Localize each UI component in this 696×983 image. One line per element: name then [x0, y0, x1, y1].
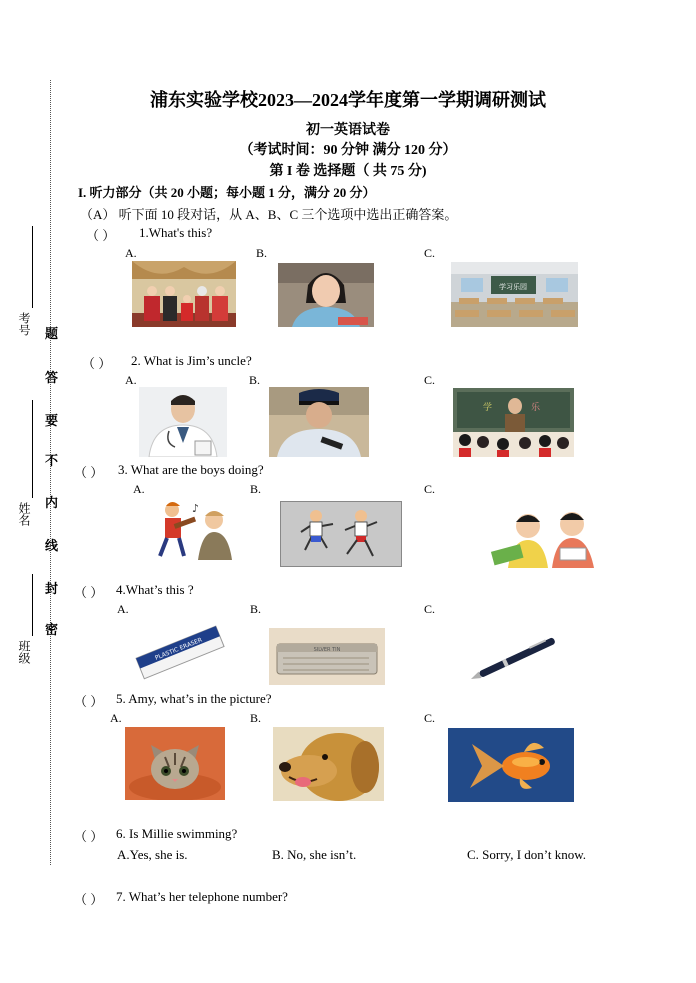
option-label: C. [424, 373, 436, 387]
option-label: C. [424, 246, 436, 260]
option-label: B. [250, 602, 262, 616]
option-label: C. [424, 602, 436, 616]
answer-bracket[interactable]: （ ） [74, 465, 104, 480]
boys-singing-image[interactable] [150, 498, 242, 560]
answer-bracket[interactable]: （ ） [74, 829, 104, 844]
girl-portrait-image[interactable] [278, 263, 374, 327]
eraser-image[interactable] [128, 620, 228, 680]
seal-char: 题 [45, 327, 59, 342]
answer-bracket[interactable]: （ ） [74, 892, 104, 907]
question-text: 4.What’s this ? [116, 582, 194, 597]
seal-char: 密 [45, 623, 59, 638]
option-label: C. [424, 482, 436, 496]
svg-text:♪: ♪ [192, 502, 200, 515]
question-text: 7. What’s her telephone number? [116, 889, 288, 904]
option-text[interactable]: B. No, she isn’t. [272, 847, 357, 862]
pencil-case-image[interactable] [269, 628, 385, 685]
option-label: B. [249, 373, 261, 387]
policeman-image[interactable] [269, 387, 369, 457]
class-label: 班级 [17, 640, 31, 664]
seal-char: 内 [45, 496, 59, 511]
name-label: 姓名 [17, 502, 31, 526]
answer-bracket[interactable]: （ ） [82, 356, 112, 371]
goldfish-image[interactable] [448, 728, 574, 802]
seal-char: 线 [45, 539, 59, 554]
pen-image[interactable] [462, 628, 572, 686]
option-label: A. [125, 373, 137, 387]
boys-reading-image[interactable] [486, 508, 604, 568]
svg-text:学: 学 [483, 403, 493, 413]
question-text: 1.What's this? [139, 225, 213, 240]
part-title: 第 I 卷 选择题（ 共 75 分) [269, 164, 427, 179]
classroom-image[interactable] [451, 262, 578, 327]
teacher-image[interactable] [453, 388, 574, 457]
seal-char: 封 [45, 582, 59, 597]
family-photo-image[interactable] [132, 261, 236, 327]
class-blank[interactable] [32, 574, 33, 636]
boys-running-image[interactable] [280, 501, 402, 567]
question-text: 6. Is Millie swimming? [116, 826, 238, 841]
option-label: A. [110, 711, 122, 725]
section-instruction: （A） 听下面 10 段对话，从 A、B、C 三个选项中选出正确答案。 [80, 207, 458, 222]
dog-image[interactable] [273, 727, 384, 801]
answer-bracket[interactable]: （ ） [74, 585, 104, 600]
seal-char: 答 [45, 371, 59, 386]
option-label: B. [250, 711, 262, 725]
eraser-label-text: PLASTIC ERASER [154, 636, 204, 662]
paper-subtitle: 初一英语试卷 [306, 123, 390, 138]
option-text[interactable]: C. Sorry, I don’t know. [467, 847, 587, 862]
exam-number-blank[interactable] [32, 226, 33, 308]
option-label: A. [125, 246, 137, 260]
option-label: A. [133, 482, 145, 496]
svg-text:乐: 乐 [531, 403, 541, 413]
school-title: 浦东实验学校2023—2024学年度第一学期调研测试 [150, 90, 546, 110]
pencil-case-label-text: SILVER TIN [313, 647, 341, 653]
exam-info: （考试时间：90 分钟 满分 120 分） [239, 143, 457, 158]
section-heading: I. 听力部分（共 20 小题；每小题 1 分，满分 20 分） [78, 185, 376, 200]
seal-char: 要 [45, 414, 59, 429]
question-text: 2. What is Jim’s uncle? [131, 353, 252, 368]
answer-bracket[interactable]: （ ） [86, 228, 116, 243]
question-text: 3. What are the boys doing? [118, 462, 264, 477]
classroom-board-text: 学习乐园 [499, 283, 527, 291]
option-label: A. [117, 602, 129, 616]
name-blank[interactable] [32, 400, 33, 498]
doctor-image[interactable] [139, 387, 227, 457]
option-label: C. [424, 711, 436, 725]
option-label: B. [250, 482, 262, 496]
binding-dotted-line [50, 80, 51, 865]
option-text[interactable]: A.Yes, she is. [117, 847, 188, 862]
option-label: B. [256, 246, 268, 260]
kitten-image[interactable] [125, 727, 225, 800]
answer-bracket[interactable]: （ ） [74, 694, 104, 709]
exam-number-label: 考号 [17, 312, 31, 336]
question-text: 5. Amy, what’s in the picture? [116, 691, 272, 706]
seal-char: 不 [45, 454, 59, 469]
